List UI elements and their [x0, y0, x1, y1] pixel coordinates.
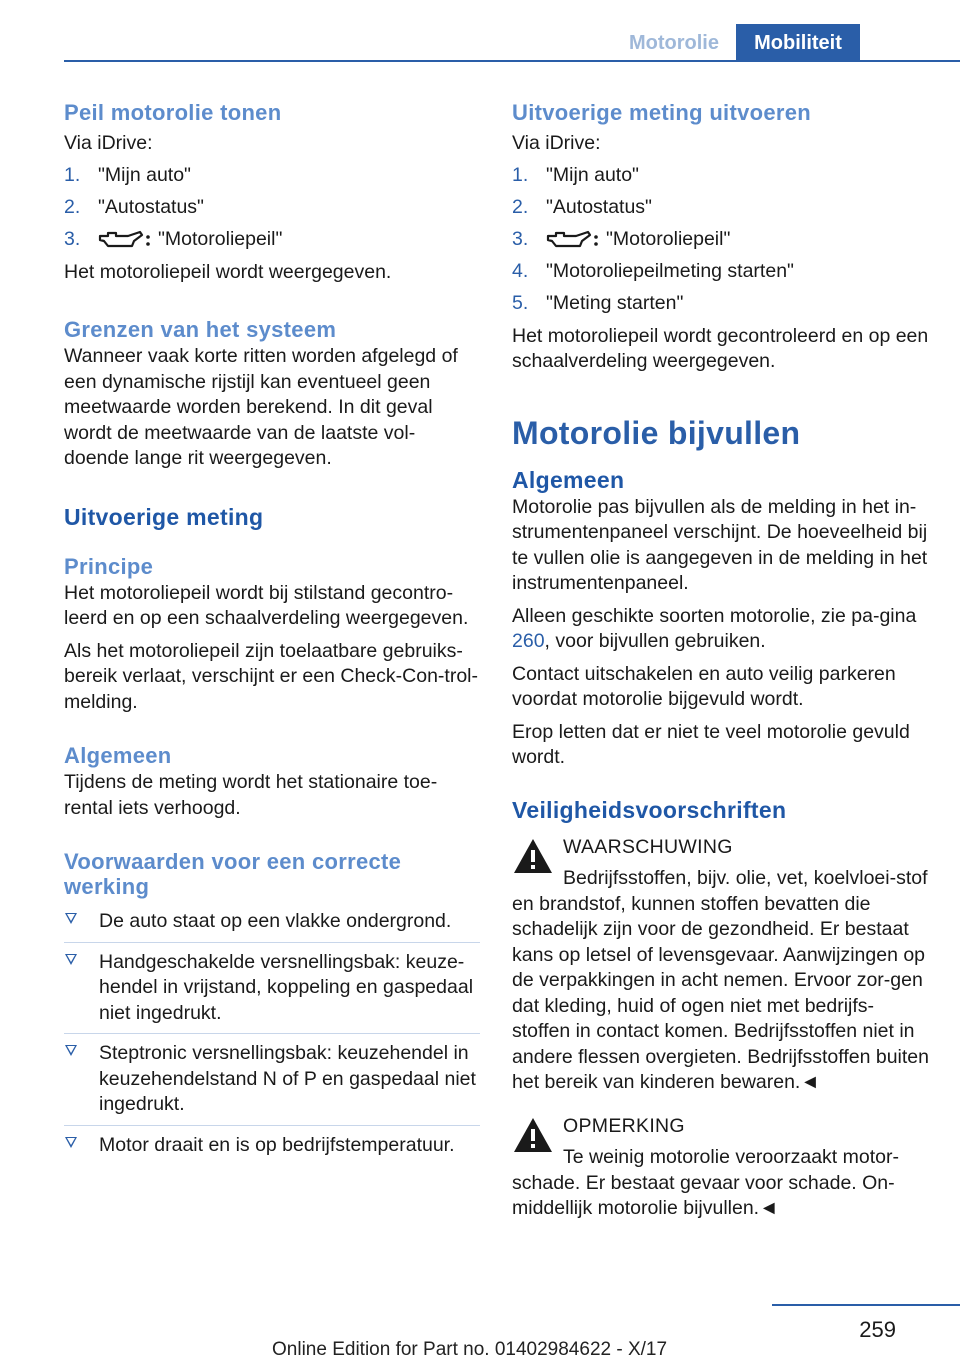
heading-voorwaarden: Voorwaarden voor een correcte werking — [64, 849, 402, 899]
step-number: 1. — [64, 164, 81, 186]
list-item — [64, 909, 480, 943]
oil-can-icon — [98, 229, 152, 251]
step-number: 2. — [64, 196, 81, 218]
heading-peil-motorolie-tonen: Peil motorolie tonen — [64, 100, 282, 125]
via-idrive-label: Via iDrive: — [64, 132, 153, 154]
note-block — [512, 1114, 932, 1222]
principe-text-2: Als het motoroliepeil zijn toelaatbare gebruiks-bereik verlaat, verschijnt er een Check-Con-trol-melding. — [64, 639, 478, 713]
step-number: 5. — [512, 292, 529, 314]
peil-result-text: Het motoroliepeil wordt weergegeven. — [64, 260, 392, 283]
list-item-text: Steptronic versnellingsbak: keuzehendel in keuzehendelstand N of P en gaspedaal niet ingedrukt. — [99, 1042, 476, 1115]
triangle-bullet-icon — [65, 913, 77, 924]
heading-uitvoerige-meting: Uitvoerige meting — [64, 503, 264, 530]
warning-block — [512, 835, 932, 1096]
list-item-text: Handgeschakelde versnellingsbak: keuze-hendel in vrijstand, koppeling en gaspedaal niet ingedrukt. — [99, 950, 474, 1024]
edition-footer: Online Edition for Part no. 01402984622 - X/17 — [272, 1339, 668, 1360]
algemeen-paragraph-1: Motorolie pas bijvullen als de melding in het in-strumentenpaneel verschijnt. De hoeveelheid bij te vullen olie is aangegeven in de melding in het instrumentenpaneel. — [512, 495, 928, 594]
page-number: 259 — [859, 1317, 896, 1342]
header-tab-mobiliteit[interactable]: Mobiliteit — [736, 24, 860, 60]
step-text: "Mijn auto" — [546, 164, 639, 186]
heading-principe: Principe — [64, 553, 154, 579]
triangle-bullet-icon — [65, 1137, 77, 1148]
header-divider — [64, 60, 960, 62]
heading-veiligheidsvoorschriften: Veiligheidsvoorschriften — [512, 796, 787, 823]
principe-text-1: Het motoroliepeil wordt bij stilstand gecontro-leerd en op een schaalverdeling weergegeven. — [64, 581, 469, 629]
algemeen-text: Tijdens de meting wordt het stationaire toe-rental iets verhoogd. — [64, 771, 438, 819]
warning-triangle-icon — [512, 1116, 554, 1154]
grenzen-text: Wanneer vaak korte ritten worden afgelegd of een dynamische rijstijl kan eventueel geen meetwaarde worden berekend. In dit geval wordt de meetwaarde van de laatste vol-doende lange rit weergegeven. — [64, 345, 458, 469]
step-number: 3. — [512, 228, 529, 250]
list-item-text: Motor draait en is op bedrijfstemperatuur. — [99, 1133, 455, 1156]
list-item — [64, 950, 480, 1035]
step-text: "Motoroliepeil" — [606, 228, 731, 250]
list-item — [64, 195, 480, 221]
list-item-text: De auto staat op een vlakke ondergrond. — [99, 910, 452, 932]
heading-algemeen: Algemeen — [512, 466, 625, 493]
peil-steps-list — [64, 163, 480, 253]
list-item — [512, 195, 932, 221]
meting-steps-list — [512, 163, 932, 317]
page-link-260[interactable]: 260 — [512, 630, 545, 652]
via-idrive-label: Via iDrive: — [512, 132, 601, 154]
step-text: "Autostatus" — [98, 196, 204, 218]
voorwaarden-list — [64, 909, 480, 1165]
step-text: "Autostatus" — [546, 196, 652, 218]
list-item — [512, 291, 932, 317]
oil-can-icon — [546, 229, 600, 251]
heading-uitvoerige-meting-uitvoeren: Uitvoerige meting uitvoeren — [512, 100, 812, 125]
note-title: OPMERKING — [563, 1114, 685, 1137]
heading-grenzen-van-het-systeem: Grenzen van het systeem — [64, 317, 337, 342]
note-text: Te weinig motorolie veroorzaakt motor-schade. Er bestaat gevaar voor schade. On-middellijk motorolie bijvullen.◄ — [512, 1146, 899, 1219]
header-tab-motorolie[interactable]: Motorolie — [629, 32, 719, 54]
warning-triangle-icon — [512, 837, 554, 875]
heading-algemeen: Algemeen — [64, 743, 172, 768]
step-text: "Mijn auto" — [98, 164, 191, 186]
paragraph-text: Alleen geschikte soorten motorolie, zie pa-gina — [512, 604, 917, 627]
step-text: "Motoroliepeil" — [158, 228, 283, 250]
list-item — [512, 163, 932, 189]
triangle-bullet-icon — [65, 954, 77, 965]
step-text: "Motoroliepeilmeting starten" — [546, 260, 794, 282]
step-number: 1. — [512, 164, 529, 186]
left-column — [64, 100, 480, 1172]
meting-result-text: Het motoroliepeil wordt gecontroleerd en op een schaalverdeling weergegeven. — [512, 324, 929, 372]
list-item — [512, 227, 932, 253]
list-item — [512, 259, 932, 285]
warning-title: WAARSCHUWING — [563, 835, 733, 858]
list-item — [64, 163, 480, 189]
list-item — [64, 227, 480, 253]
right-column — [512, 100, 932, 1222]
heading-motorolie-bijvullen: Motorolie bijvullen — [512, 414, 801, 451]
triangle-bullet-icon — [65, 1045, 77, 1056]
step-text: "Meting starten" — [546, 292, 684, 314]
algemeen-paragraph-2 — [512, 604, 932, 655]
algemeen-paragraph-4: Erop letten dat er niet te veel motorolie gevuld wordt. — [512, 720, 910, 768]
paragraph-text: , voor bijvullen gebruiken. — [544, 630, 766, 652]
list-item — [64, 1041, 480, 1126]
step-number: 3. — [64, 228, 81, 250]
step-number: 2. — [512, 196, 529, 218]
footer-divider — [772, 1304, 960, 1306]
step-number: 4. — [512, 260, 529, 282]
list-item — [64, 1133, 480, 1166]
algemeen-paragraph-3: Contact uitschakelen en auto veilig parkeren voordat motorolie bijgevuld wordt. — [512, 662, 896, 710]
warning-text: Bedrijfsstoffen, bijv. olie, vet, koelvloei-stof en brandstof, kunnen stoffen bevatten die schadelijk zijn voor de gezondheid. Er bestaat kans op letsel of levensgevaar. Aanwijzingen op de verpakkingen in acht nemen. Ervoor zor-gen dat kleding, huid of ogen niet met bedrijfs-stoffen in contact komen. Bedrijfsstoffen niet in andere flessen overgieten. Bedrijfsstoffen buiten het bereik van kinderen bewaren.◄ — [512, 867, 929, 1093]
